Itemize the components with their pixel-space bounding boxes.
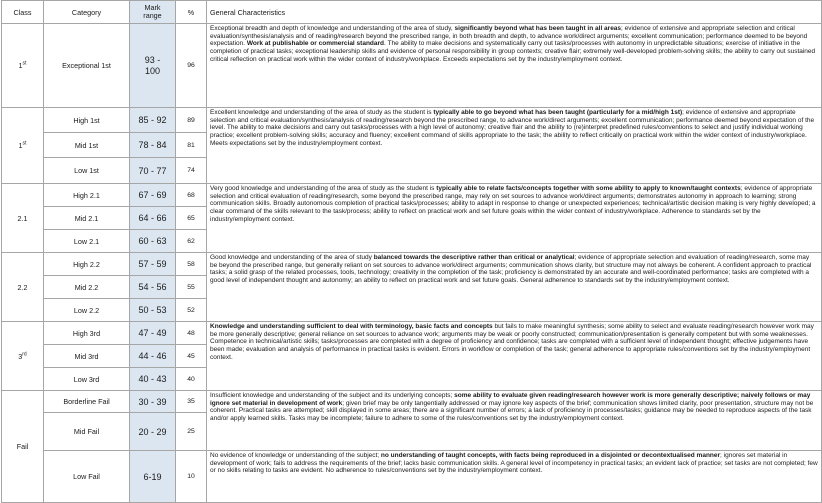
category-cell: High 2.1 (44, 184, 130, 207)
mark-range-cell: 67 - 69 (130, 184, 176, 207)
category-cell: Mid Fail (44, 413, 130, 451)
category-cell: Mid 3rd (44, 345, 130, 368)
class-first-exceptional: 1st (2, 24, 44, 108)
description-borderline-fail: Insufficient knowledge and understanding of the subject and its underlying concepts; some ability to evaluate given reading/research however work is more generally descriptive; naively follows or may ignore set material in development of work; given brief may be only tangentially addressed or may ignore key aspects of the brief; communication shows limited clarity, poor presentation, structure may not be coherent. Practical tasks are attempted; skill displayed in some areas; there are a significant number of errors; a lack of proficiency in processes/tasks; guidance may be needed to reproduce aspects of the task and/or apply learned skills. Tasks may be incomplete; failure to adhere to some of the rules/conventions set by the industry/employment context. (207, 391, 822, 451)
mark-range-cell: 20 - 29 (130, 413, 176, 451)
mark-range-cell: 57 - 59 (130, 253, 176, 276)
table-header-row (2, 1, 822, 24)
category-cell: Borderline Fail (44, 391, 130, 413)
percent-cell: 58 (176, 253, 207, 276)
mark-range-cell: 47 - 49 (130, 322, 176, 345)
grading-criteria-table (1, 0, 822, 503)
mark-range-cell: 50 - 53 (130, 299, 176, 322)
mark-range-cell: 54 - 56 (130, 276, 176, 299)
category-cell: Mid 2.1 (44, 207, 130, 230)
category-cell: Mid 2.2 (44, 276, 130, 299)
percent-cell: 25 (176, 413, 207, 451)
table-row (2, 24, 822, 108)
category-cell: Low 2.2 (44, 299, 130, 322)
category-cell: Mid 1st (44, 133, 130, 158)
description-third: Knowledge and understanding sufficient to deal with terminology, basic facts and concepts but fails to make meaningful synthesis; some ability to select and evaluate reading/research however work may be more generally descriptive; general reliance on set sources to advance work; arguments may be weak or poorly constructed; communication/presentation is generally competent but with some weaknesses. Competence in technical/artistic skills; tasks/processes are completed with a degree of proficiency and confidence; tasks are completed with a sufficient level of independent thought; effective judgements have been made; evaluation and analysis of performance in practical tasks is evident. Errors in workflow or completion of the task; general adherence to appropriate rules/conventions set by the industry/employment context. (207, 322, 822, 391)
table-row (2, 391, 822, 413)
description-upper-second: Very good knowledge and understanding of the area of study as the student is typically able to relate facts/concepts together with some ability to apply to known/taught contexts; evidence of appropriate selection and critical evaluation of reading/research, some beyond the prescribed range, may rely on set sources to advance work/direct arguments; demonstrates autonomy in approach to learning; strong communication skills. Broadly autonomous completion of practical tasks/processes; ability to adapt in response to change or unexpected experiences; technical/artistic decision making is very highly developed; a clear command of the skills relevant to the task/process; ability to reflect on practical work and set future goals within the wider context of industry/workplace. Adherence to standards set by the industry/employment context. (207, 184, 822, 253)
percent-cell: 55 (176, 276, 207, 299)
percent-cell: 35 (176, 391, 207, 413)
mark-range-cell: 6-19 (130, 451, 176, 503)
mark-range-cell: 44 - 46 (130, 345, 176, 368)
percent-cell: 48 (176, 322, 207, 345)
percent-cell: 10 (176, 451, 207, 503)
percent-cell: 96 (176, 24, 207, 108)
percent-cell: 62 (176, 230, 207, 253)
percent-cell: 40 (176, 368, 207, 391)
category-cell: High 2.2 (44, 253, 130, 276)
category-cell: High 3rd (44, 322, 130, 345)
table-row (2, 322, 822, 345)
percent-cell: 45 (176, 345, 207, 368)
category-cell: Low 1st (44, 158, 130, 184)
class-third: 3rd (2, 322, 44, 391)
category-cell: Exceptional 1st (44, 24, 130, 108)
percent-cell: 81 (176, 133, 207, 158)
mark-range-cell: 40 - 43 (130, 368, 176, 391)
class-fail: Fail (2, 391, 44, 503)
description-lower-second: Good knowledge and understanding of the area of study balanced towards the descriptive rather than critical or analytical; evidence of appropriate selection and evaluation of reading/research, some may be beyond the prescribed range, but generally reliant on set sources to advance work/direct arguments; communication shows clarity, but structure may not always be coherent. A confident approach to practical tasks; a solid grasp of the related processes, tools, technology; creativity in the completion of the task; proficiency is demonstrated by an accurate and well-coordinated performance; tasks are completed with a good level of independent thought and autonomy; an ability to reflect on practical work and set future goals. General adherence to standards set by the industry/employment context. (207, 253, 822, 322)
percent-cell: 74 (176, 158, 207, 184)
percent-cell: 89 (176, 108, 207, 133)
mark-range-cell: 70 - 77 (130, 158, 176, 184)
category-cell: Low 3rd (44, 368, 130, 391)
category-cell: Low Fail (44, 451, 130, 503)
class-upper-second: 2.1 (2, 184, 44, 253)
description-low-fail: No evidence of knowledge or understanding of the subject; no understanding of taught concepts, with facts being reproduced in a disjointed or decontextualised manner; ignores set material in development of work; fails to address the requirements of the brief; lacks basic communication skills. A general level of incompetency in practical tasks; an evident lack of practice; set tasks are not completed; few or no skills relating to tasks are evident. No adherence to rules/conventions set by the industry/employment context. (207, 451, 822, 503)
category-cell: Low 2.1 (44, 230, 130, 253)
general-characteristics-header: General Characteristics (207, 1, 822, 24)
table-row (2, 451, 822, 503)
table-row (2, 253, 822, 276)
mark-range-cell: 93 - 100 (130, 24, 176, 108)
mark-range-cell: 30 - 39 (130, 391, 176, 413)
mark-range-header: Mark range (130, 1, 176, 24)
mark-range-cell: 64 - 66 (130, 207, 176, 230)
mark-range-cell: 85 - 92 (130, 108, 176, 133)
percent-header: % (176, 1, 207, 24)
percent-cell: 52 (176, 299, 207, 322)
table-row (2, 184, 822, 207)
category-header: Category (44, 1, 130, 24)
description-first: Excellent knowledge and understanding of the area of study as the student is typically able to go beyond what has been taught (particularly for a mid/high 1st); evidence of extensive and appropriate selection and critical evaluation/synthesis/analysis of reading/research beyond the prescribed range, to advance work/direct arguments; excellent communication; performance deemed beyond expectation of the level. The ability to make decisions and carry out tasks/processes with a high level of autonomy; creative flair and the ability to (re)interpret predefined rules/conventions to select and justify individual working practice; excellent problem-solving skills; accuracy and fluency; excellent command of skills appropriate to the task; the ability to reflect critically on practical work within the wider context of industry/workplace. Meets expectations set by the industry/employment context. (207, 108, 822, 184)
percent-cell: 68 (176, 184, 207, 207)
table-row (2, 108, 822, 133)
mark-range-cell: 60 - 63 (130, 230, 176, 253)
class-lower-second: 2.2 (2, 253, 44, 322)
description-exceptional-first: Exceptional breadth and depth of knowledge and understanding of the area of study, significantly beyond what has been taught in all areas; evidence of extensive and appropriate selection and critical evaluation/synthesis/analysis and of reading/research beyond the prescribed range, in both breadth and depth, to advance work/direct arguments; excellent communication; performance deemed to be beyond expectation. Work at publishable or commercial standard. The ability to make decisions and systematically carry out tasks/processes with autonomy in unpredictable situations; exercise of initiative in the completion of practical tasks; exceptional leadership skills and evidence of personal responsibility in group contexts; creative flair; extremely well-developed problem-solving skills; the ability to carry out sustained critical reflection on practical work within the wider context of industry/workplace. Exceeds expectations set by the industry/employment context. (207, 24, 822, 108)
mark-range-cell: 78 - 84 (130, 133, 176, 158)
class-first: 1st (2, 108, 44, 184)
category-cell: High 1st (44, 108, 130, 133)
percent-cell: 65 (176, 207, 207, 230)
class-header: Class (2, 1, 44, 24)
